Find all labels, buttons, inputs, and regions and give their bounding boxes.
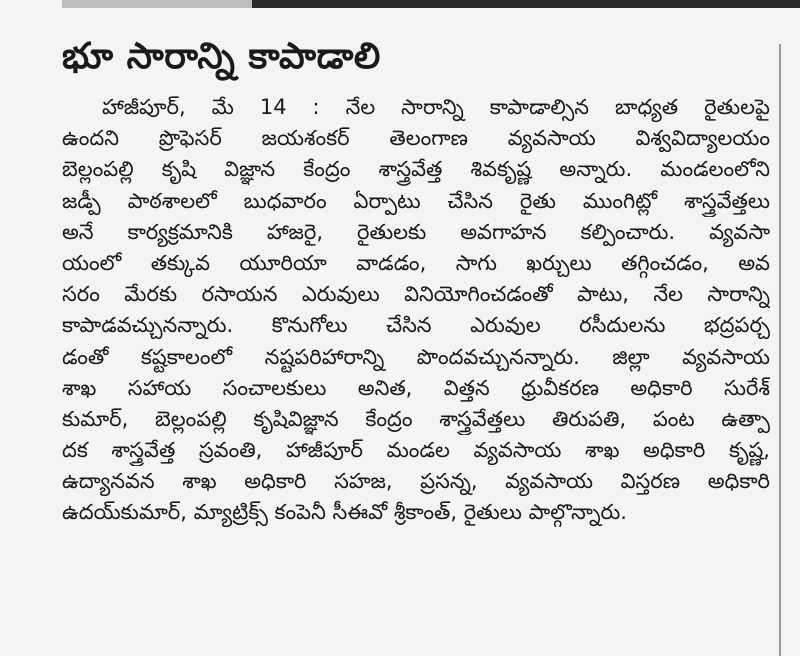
article-body: [62, 92, 770, 529]
article-line: ఉందని ప్రొఫెసర్ జయశంకర్ తెలంగాణ వ్యవసాయ విశ్వవిద్యాలయం: [62, 126, 770, 151]
column-divider: [779, 44, 781, 656]
article-line: సరం మేరకు రసాయన ఎరువులు వినియోగించడంతో పాటు, నేల సారాన్ని: [62, 282, 770, 307]
article-line: శాఖ సహాయ సంచాలకులు అనిత, విత్తన ధ్రువీకరణ అధికారి సురేశ్: [62, 375, 770, 400]
article-headline: భూ సారాన్ని కాపాడాలి: [62, 36, 381, 77]
article-line: డంతో కష్టకాలంలో నష్టపరిహారాన్ని పొందవచ్చునన్నారు. జిల్లా వ్యవసాయ: [62, 344, 770, 369]
article-line: జడ్పీ పాఠశాలలో బుధవారం ఏర్పాటు చేసిన రైతు ముంగిట్లో శాస్త్రవేత్తలు: [62, 188, 770, 213]
article-line: యంలో తక్కువ యూరియా వాడడం, సాగు ఖర్చులు తగ్గించడం, అవ: [62, 250, 770, 275]
article-line: బెల్లంపల్లి కృషి విజ్ఞాన కేంద్రం శాస్త్రవేత్త శివకృష్ణ అన్నారు. మండలంలోని: [62, 157, 770, 182]
article-line: అనే కార్యక్రమానికి హాజరై, రైతులకు అవగాహన కల్పించారు. వ్యవసా: [62, 219, 770, 244]
article-line: కుమార్, బెల్లంపల్లి కృషివిజ్ఞాన కేంద్రం శాస్త్రవేత్తలు తిరుపతి, పంట ఉత్పా: [62, 406, 770, 431]
article-line: దక శాస్త్రవేత్త స్రవంతి, హాజీపూర్ మండల వ్యవసాయ శాఖ అధికారి కృష్ణ,: [62, 438, 770, 463]
article-line: ఉదయ్‌కుమార్, మ్యాట్రిక్స్ కంపెనీ సీఈవో శ్రీకాంత్, రైతులు పాల్గొన్నారు.: [62, 500, 627, 525]
article-line: కాపాడవచ్చునన్నారు. కొనుగోలు చేసిన ఎరువుల రసీదులను భద్రపర్చ: [62, 313, 770, 338]
article-line: హాజీపూర్, మే 14 : నేల సారాన్ని కాపాడాల్సిన బాధ్యత రైతులపై: [102, 95, 770, 119]
article-line: ఉద్యానవన శాఖ అధికారి సహజ, ప్రసన్న, వ్యవసాయ విస్తరణ అధికారి: [62, 469, 770, 494]
top-rule-dark: [252, 0, 800, 8]
top-rule-light: [62, 0, 252, 8]
